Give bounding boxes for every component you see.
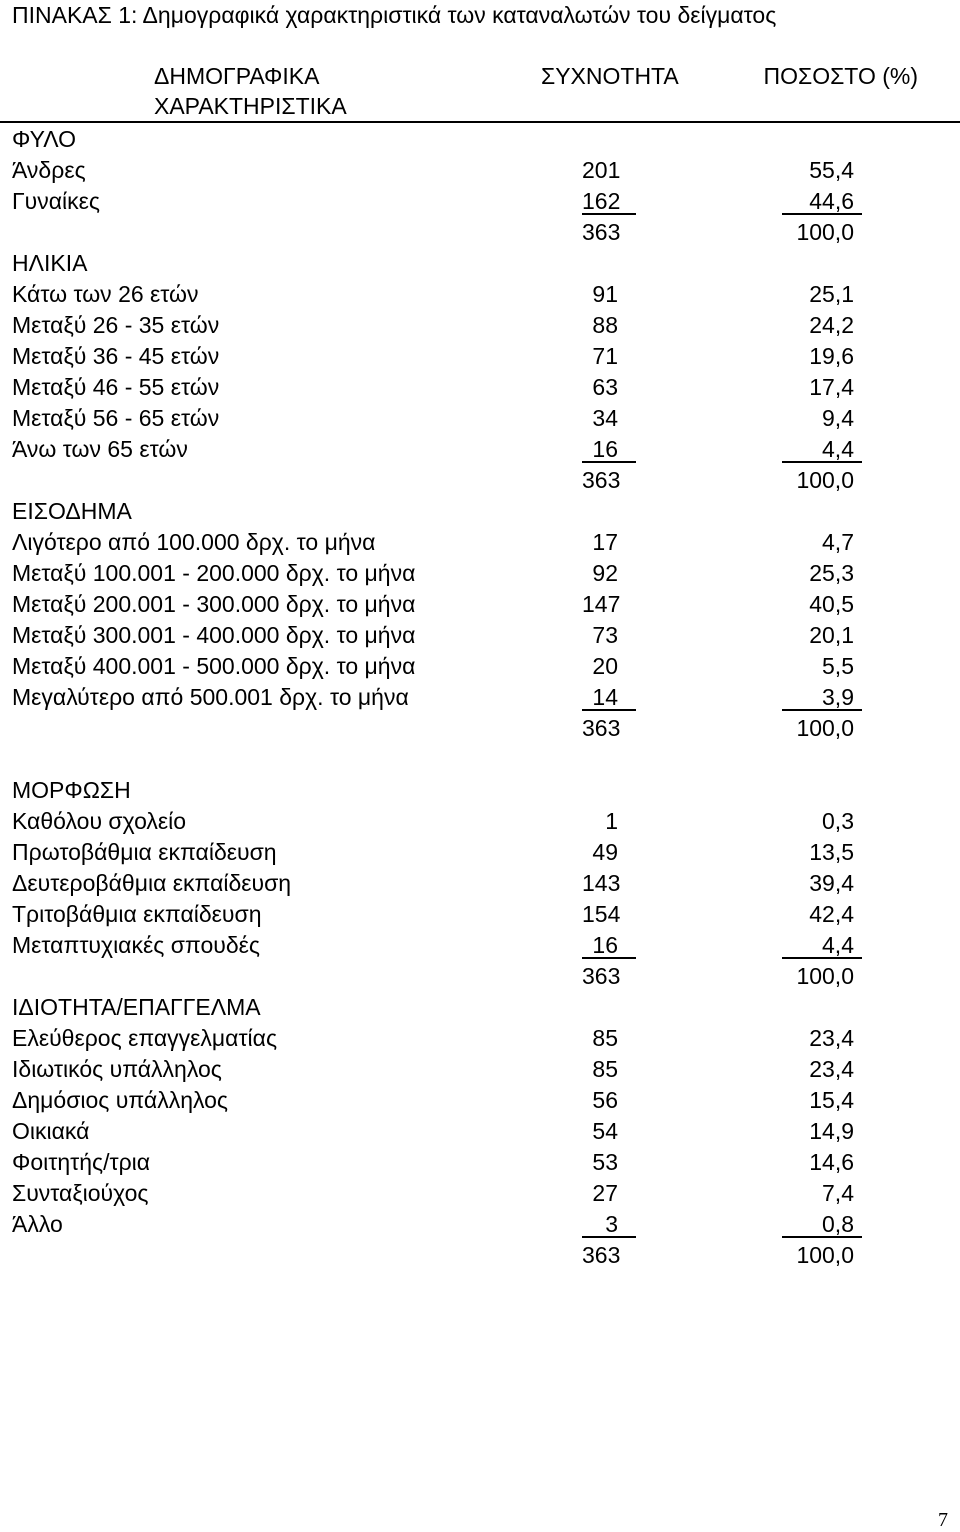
frequency-cell: 363	[582, 1242, 621, 1268]
frequency-cell: 91	[592, 281, 618, 307]
frequency-cell: 16	[582, 434, 636, 463]
percent-cell: 9,4	[822, 405, 854, 431]
column-header-frequency: ΣΥΧΝΟΤΗΤΑ	[541, 63, 679, 89]
frequency-cell: 49	[592, 839, 618, 865]
table-row	[0, 341, 960, 372]
row-label: Κάτω των 26 ετών	[12, 281, 199, 307]
table-row	[0, 930, 960, 961]
table-row	[0, 434, 960, 465]
total-row	[0, 961, 960, 992]
frequency-cell: 88	[592, 312, 618, 338]
total-row	[0, 217, 960, 248]
row-label: Ιδιωτικός υπάλληλος	[12, 1056, 222, 1082]
percent-cell: 4,7	[822, 529, 854, 555]
row-label: Μεταξύ 300.001 - 400.000 δρχ. το μήνα	[12, 622, 416, 648]
row-label: Καθόλου σχολείο	[12, 808, 187, 834]
frequency-cell: 1	[605, 808, 618, 834]
table-row	[0, 1147, 960, 1178]
category-label: ΗΛΙΚΙΑ	[12, 250, 88, 276]
row-label: Συνταξιούχος	[12, 1180, 149, 1206]
frequency-cell: 73	[592, 622, 618, 648]
category-row	[0, 248, 960, 279]
percent-cell: 100,0	[796, 715, 854, 741]
row-label: Μεταξύ 100.001 - 200.000 δρχ. το μήνα	[12, 560, 416, 586]
row-label: Φοιτητής/τρια	[12, 1149, 151, 1175]
percent-cell: 42,4	[809, 901, 854, 927]
frequency-cell: 154	[582, 901, 621, 927]
percent-cell: 0,8	[782, 1209, 862, 1238]
category-row	[0, 992, 960, 1023]
percent-cell: 25,3	[809, 560, 854, 586]
percent-cell: 7,4	[822, 1180, 854, 1206]
total-row	[0, 465, 960, 496]
row-label: Μεταξύ 200.001 - 300.000 δρχ. το μήνα	[12, 591, 416, 617]
column-header-demographics	[154, 61, 347, 121]
percent-cell: 100,0	[796, 963, 854, 989]
percent-cell: 17,4	[809, 374, 854, 400]
frequency-cell: 17	[592, 529, 618, 555]
frequency-cell: 162	[582, 186, 636, 215]
table-row	[0, 155, 960, 186]
table-row	[0, 1178, 960, 1209]
table-row	[0, 1209, 960, 1240]
total-row	[0, 713, 960, 744]
frequency-cell: 92	[592, 560, 618, 586]
frequency-cell: 3	[582, 1209, 636, 1238]
total-row	[0, 1240, 960, 1271]
percent-cell: 5,5	[822, 653, 854, 679]
percent-cell: 24,2	[809, 312, 854, 338]
percent-cell: 55,4	[809, 157, 854, 183]
frequency-cell: 147	[582, 591, 621, 617]
frequency-cell: 85	[592, 1056, 618, 1082]
table-title: ΠΙΝΑΚΑΣ 1: Δημογραφικά χαρακτηριστικά των καταναλωτών του δείγματος	[12, 2, 777, 28]
frequency-cell: 363	[582, 715, 621, 741]
category-row	[0, 496, 960, 527]
percent-cell: 100,0	[796, 467, 854, 493]
table-row	[0, 868, 960, 899]
table-row	[0, 682, 960, 713]
row-label: Λιγότερο από 100.000 δρχ. το μήνα	[12, 529, 376, 555]
category-label: ΙΔΙΟΤΗΤΑ/ΕΠΑΓΓΕΛΜΑ	[12, 994, 261, 1020]
table-row	[0, 1023, 960, 1054]
row-label: Δευτεροβάθμια εκπαίδευση	[12, 870, 292, 896]
frequency-cell: 53	[592, 1149, 618, 1175]
column-header-demographics-line2: ΧΑΡΑΚΤΗΡΙΣΤΙΚΑ	[154, 93, 347, 119]
row-label: Μεταξύ 56 - 65 ετών	[12, 405, 220, 431]
row-label: Άλλο	[12, 1211, 63, 1237]
table-row	[0, 372, 960, 403]
frequency-cell: 34	[592, 405, 618, 431]
frequency-cell: 143	[582, 870, 621, 896]
row-label: Πρωτοβάθμια εκπαίδευση	[12, 839, 277, 865]
frequency-cell: 363	[582, 467, 621, 493]
row-label: Μεταξύ 36 - 45 ετών	[12, 343, 220, 369]
percent-cell: 13,5	[809, 839, 854, 865]
row-label: Οικιακά	[12, 1118, 90, 1144]
category-label: ΦΥΛΟ	[12, 126, 77, 152]
table-row	[0, 1085, 960, 1116]
percent-cell: 100,0	[796, 219, 854, 245]
table-row	[0, 899, 960, 930]
row-label: Τριτοβάθμια εκπαίδευση	[12, 901, 262, 927]
percent-cell: 23,4	[809, 1025, 854, 1051]
percent-cell: 4,4	[782, 434, 862, 463]
table-row	[0, 589, 960, 620]
row-label: Μεγαλύτερο από 500.001 δρχ. το μήνα	[12, 684, 409, 710]
percent-cell: 4,4	[782, 930, 862, 959]
frequency-cell: 363	[582, 963, 621, 989]
category-row	[0, 775, 960, 806]
table-row	[0, 527, 960, 558]
frequency-cell: 54	[592, 1118, 618, 1144]
percent-cell: 15,4	[809, 1087, 854, 1113]
row-label: Μεταξύ 46 - 55 ετών	[12, 374, 220, 400]
table-row	[0, 620, 960, 651]
frequency-cell: 63	[592, 374, 618, 400]
frequency-cell: 14	[582, 682, 636, 711]
table-row	[0, 837, 960, 868]
table-body	[0, 124, 960, 1271]
percent-cell: 3,9	[782, 682, 862, 711]
table-row	[0, 403, 960, 434]
percent-cell: 39,4	[809, 870, 854, 896]
row-label: Μεταπτυχιακές σπουδές	[12, 932, 260, 958]
table-row	[0, 806, 960, 837]
row-label: Άνδρες	[12, 157, 86, 183]
table-row	[0, 1116, 960, 1147]
percent-cell: 0,3	[822, 808, 854, 834]
percent-cell: 14,6	[809, 1149, 854, 1175]
column-header-demographics-line1: ΔΗΜΟΓΡΑΦΙΚΑ	[154, 63, 320, 89]
percent-cell: 44,6	[782, 186, 862, 215]
percent-cell: 25,1	[809, 281, 854, 307]
category-label: ΜΟΡΦΩΣΗ	[12, 777, 131, 803]
category-label: ΕΙΣΟΔΗΜΑ	[12, 498, 132, 524]
row-label: Ελεύθερος επαγγελματίας	[12, 1025, 278, 1051]
table-row	[0, 279, 960, 310]
table-row	[0, 558, 960, 589]
row-label: Μεταξύ 400.001 - 500.000 δρχ. το μήνα	[12, 653, 416, 679]
table-row	[0, 1054, 960, 1085]
header-divider	[0, 121, 960, 123]
percent-cell: 19,6	[809, 343, 854, 369]
percent-cell: 23,4	[809, 1056, 854, 1082]
frequency-cell: 85	[592, 1025, 618, 1051]
row-label: Μεταξύ 26 - 35 ετών	[12, 312, 220, 338]
percent-cell: 20,1	[809, 622, 854, 648]
frequency-cell: 56	[592, 1087, 618, 1113]
table-row	[0, 651, 960, 682]
row-label: Δημόσιος υπάλληλος	[12, 1087, 229, 1113]
frequency-cell: 20	[592, 653, 618, 679]
frequency-cell: 201	[582, 157, 621, 183]
frequency-cell: 27	[592, 1180, 618, 1206]
table-row	[0, 186, 960, 217]
category-row	[0, 124, 960, 155]
page-number: 7	[938, 1509, 948, 1531]
row-spacer	[0, 744, 960, 775]
percent-cell: 40,5	[809, 591, 854, 617]
row-label: Άνω των 65 ετών	[12, 436, 188, 462]
frequency-cell: 16	[582, 930, 636, 959]
table-row	[0, 310, 960, 341]
row-label: Γυναίκες	[12, 188, 100, 214]
percent-cell: 100,0	[796, 1242, 854, 1268]
column-header-percent: ΠΟΣΟΣΤΟ (%)	[763, 63, 918, 89]
percent-cell: 14,9	[809, 1118, 854, 1144]
frequency-cell: 71	[592, 343, 618, 369]
frequency-cell: 363	[582, 219, 621, 245]
